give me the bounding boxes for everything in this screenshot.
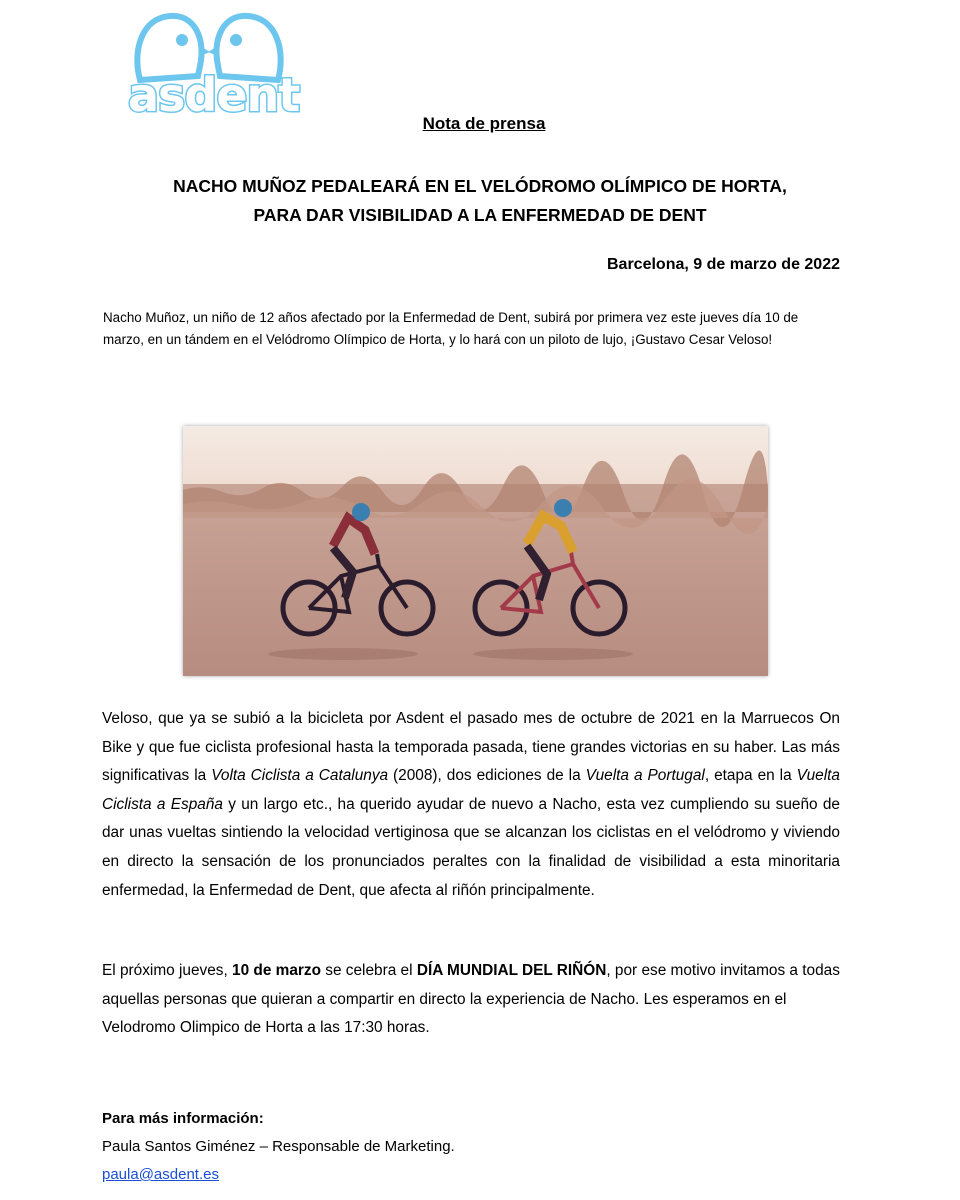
race-name: Vuelta Ciclista a España — [102, 767, 840, 813]
cyclists-photo — [183, 426, 768, 676]
paragraph-1 — [102, 705, 840, 905]
paragraph-2-text: , por ese motivo invitamos a todas aquellas personas que quieran a compartir en directo la experiencia de Nacho. Les esperamos en el Velodromo Olimpico de Horta a las 17:30 horas. — [102, 962, 840, 1037]
paragraph-2-text: El próximo jueves, — [102, 962, 233, 979]
paragraph-1-text: , etapa en la — [704, 767, 797, 785]
paragraph-1-text: (2008), dos ediciones de la — [388, 767, 586, 785]
lead-paragraph: Nacho Muñoz, un niño de 12 años afectado por la Enfermedad de Dent, subirá por primera vez este jueves día 10 de marzo, en un tándem en el Velódromo Olímpico de Horta, y lo hará con un piloto de lujo, ¡Gustavo Cesar Veloso! — [103, 310, 799, 347]
race-name: Volta Ciclista a Catalunya — [211, 767, 389, 785]
contact-name: Paula Santos Giménez – Responsable de Marketing. — [102, 1138, 455, 1155]
headline-line-2: PARA DAR VISIBILIDAD A LA ENFERMEDAD DE DENT — [253, 205, 707, 225]
contact-block — [102, 1105, 455, 1189]
dateline: Barcelona, 9 de marzo de 2022 — [607, 256, 840, 273]
contact-email-link[interactable]: paula@asdent.es — [102, 1166, 219, 1183]
contact-label: Para más información: — [102, 1110, 264, 1127]
headline — [60, 172, 900, 230]
event-name: DÍA MUNDIAL DEL RIÑÓN — [416, 962, 607, 979]
event-date: 10 de marzo — [232, 962, 321, 979]
paragraph-2-text: se celebra el — [321, 962, 417, 979]
press-release-title: Nota de prensa — [422, 114, 546, 133]
paragraph-2 — [102, 957, 840, 1043]
paragraph-1-text: Veloso, que ya se subió a la bicicleta por Asdent el pasado mes de octubre de 2021 en la Marruecos On Bike y que fue ciclista profesional hasta la temporada pasada, tiene grandes victorias en su haber. Las más significativas la — [102, 710, 840, 785]
paragraph-1-text: y un largo etc., ha querido ayudar de nuevo a Nacho, esta vez cumpliendo su sueño de dar unas vueltas sintiendo la velocidad vertiginosa que se alcanzan los ciclistas en el velódromo y viviendo en directo la sensación de los pronunciados peraltes con la finalidad de visibilidad a esta minoritaria enfermedad, la Enfermedad de Dent, que afecta al riñón principalmente. — [102, 795, 840, 899]
logo-text: asdent — [128, 68, 300, 122]
race-name: Vuelta a Portugal — [585, 767, 705, 785]
headline-line-1: NACHO MUÑOZ PEDALEARÁ EN EL VELÓDROMO OLÍMPICO DE HORTA, — [173, 176, 787, 196]
